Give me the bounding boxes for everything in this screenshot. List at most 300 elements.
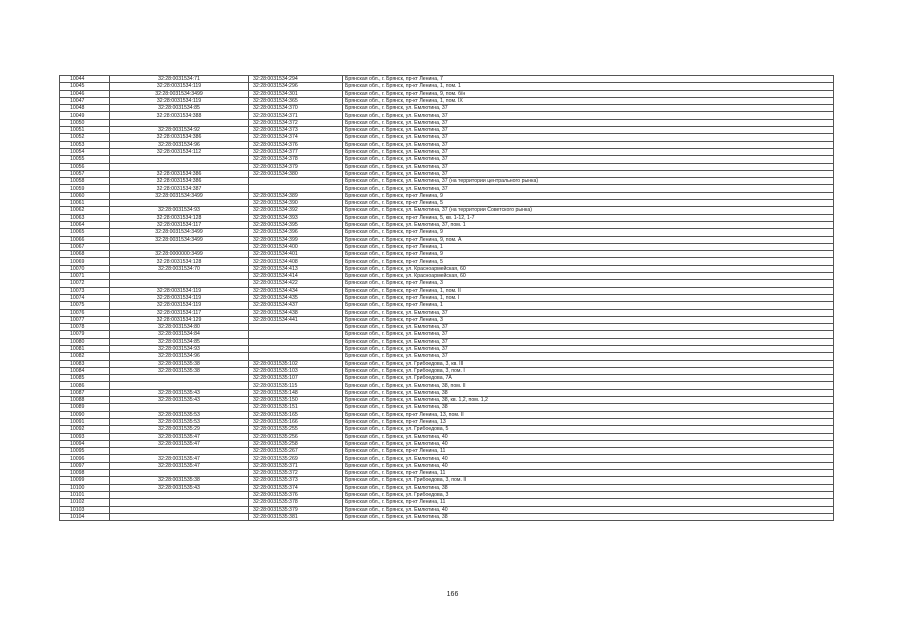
parcel-number-cell: 32:28:0031535:43 xyxy=(110,484,249,491)
row-number-cell: 10080 xyxy=(60,338,110,345)
row-number-cell: 10075 xyxy=(60,302,110,309)
row-number-cell: 10070 xyxy=(60,265,110,272)
address-cell: Брянская обл., г. Брянск, ул. Емлютина, 37 xyxy=(343,338,834,345)
object-number-cell: 32:28:0031534:371 xyxy=(249,112,343,119)
parcel-number-cell xyxy=(110,375,249,382)
address-cell: Брянская обл., г. Брянск, ул. Емлютина, 37 xyxy=(343,324,834,331)
table-row xyxy=(60,221,834,228)
parcel-number-cell: 32:28:0031534:128 xyxy=(110,214,249,221)
table-row xyxy=(60,353,834,360)
object-number-cell: 32:28:0031534:434 xyxy=(249,287,343,294)
table-row xyxy=(60,287,834,294)
table-row xyxy=(60,324,834,331)
table-row xyxy=(60,484,834,491)
parcel-number-cell: 32:28:0031535:53 xyxy=(110,418,249,425)
parcel-number-cell: 32:28:0031534:386 xyxy=(110,178,249,185)
address-cell: Брянская обл., г. Брянск, ул. Грибоедова, 3, кв. III xyxy=(343,360,834,367)
parcel-number-cell xyxy=(110,119,249,126)
parcel-number-cell: 32:28:0031534:387 xyxy=(110,185,249,192)
table-row xyxy=(60,243,834,250)
object-number-cell: 32:28:0031534:441 xyxy=(249,316,343,323)
address-cell: Брянская обл., г. Брянск, ул. Грибоедова, 3 xyxy=(343,491,834,498)
row-number-cell: 10086 xyxy=(60,382,110,389)
object-number-cell: 32:28:0031535:255 xyxy=(249,426,343,433)
parcel-number-cell: 32:28:0031535:38 xyxy=(110,477,249,484)
address-cell: Брянская обл., г. Брянск, ул. Емлютина, 38 xyxy=(343,484,834,491)
object-number-cell xyxy=(249,353,343,360)
row-number-cell: 10085 xyxy=(60,375,110,382)
parcel-number-cell xyxy=(110,243,249,250)
row-number-cell: 10062 xyxy=(60,207,110,214)
address-cell: Брянская обл., г. Брянск, ул. Емлютина, 37, пом. 1 xyxy=(343,221,834,228)
address-cell: Брянская обл., г. Брянск, ул. Емлютина, 37 xyxy=(343,148,834,155)
table-row xyxy=(60,76,834,83)
table-row xyxy=(60,302,834,309)
address-cell: Брянская обл., г. Брянск, ул. Емлютина, 37 xyxy=(343,345,834,352)
parcel-number-cell xyxy=(110,382,249,389)
parcel-number-cell: 32:28:0031535:38 xyxy=(110,367,249,374)
table-row xyxy=(60,367,834,374)
parcel-number-cell: 32:28:0031534:3499 xyxy=(110,229,249,236)
object-number-cell: 32:28:0031534:296 xyxy=(249,83,343,90)
object-number-cell: 32:28:0031534:389 xyxy=(249,192,343,199)
parcel-number-cell: 32:28:0031534:92 xyxy=(110,127,249,134)
table-row xyxy=(60,127,834,134)
object-number-cell: 32:28:0031534:374 xyxy=(249,134,343,141)
parcel-number-cell: 32:28:0031534:96 xyxy=(110,141,249,148)
address-cell: Брянская обл., г. Брянск, пр-кт Ленина, 1, пом. 1 xyxy=(343,83,834,90)
parcel-number-cell: 32:28:0031534:93 xyxy=(110,207,249,214)
row-number-cell: 10057 xyxy=(60,170,110,177)
parcel-number-cell xyxy=(110,470,249,477)
object-number-cell: 32:28:0031535:165 xyxy=(249,411,343,418)
row-number-cell: 10047 xyxy=(60,97,110,104)
address-cell: Брянская обл., г. Брянск, пр-кт Ленина, 1 xyxy=(343,302,834,309)
object-number-cell: 32:28:0031535:166 xyxy=(249,418,343,425)
table-row xyxy=(60,345,834,352)
parcel-number-cell xyxy=(110,491,249,498)
object-number-cell: 32:28:0031535:376 xyxy=(249,491,343,498)
address-cell: Брянская обл., г. Брянск, пр-кт Ленина, 1, пом. II xyxy=(343,287,834,294)
parcel-number-cell xyxy=(110,513,249,520)
object-number-cell xyxy=(249,185,343,192)
parcel-number-cell: 32:28:0031534:93 xyxy=(110,345,249,352)
table-row xyxy=(60,294,834,301)
parcel-number-cell: 32:28:0031534:117 xyxy=(110,309,249,316)
row-number-cell: 10081 xyxy=(60,345,110,352)
parcel-number-cell: 32:28:0031534:85 xyxy=(110,105,249,112)
table-row xyxy=(60,418,834,425)
address-cell: Брянская обл., г. Брянск, пр-кт Ленина, 9, пом. б/н xyxy=(343,90,834,97)
registry-table-container xyxy=(59,75,834,521)
address-cell: Брянская обл., г. Брянск, ул. Грибоедова, 5 xyxy=(343,426,834,433)
object-number-cell: 32:28:0031534:438 xyxy=(249,309,343,316)
table-row xyxy=(60,134,834,141)
table-row xyxy=(60,397,834,404)
address-cell: Брянская обл., г. Брянск, ул. Емлютина, 37 xyxy=(343,112,834,119)
object-number-cell xyxy=(249,324,343,331)
table-row xyxy=(60,258,834,265)
row-number-cell: 10065 xyxy=(60,229,110,236)
parcel-number-cell: 32:28:0031534:119 xyxy=(110,287,249,294)
table-row xyxy=(60,207,834,214)
table-row xyxy=(60,105,834,112)
parcel-number-cell: 32:28:0031534:119 xyxy=(110,97,249,104)
table-row xyxy=(60,331,834,338)
row-number-cell: 10093 xyxy=(60,433,110,440)
address-cell: Брянская обл., г. Брянск, пр-кт Ленина, 11 xyxy=(343,448,834,455)
address-cell: Брянская обл., г. Брянск, пр-кт Ленина, 1, пом. IX xyxy=(343,97,834,104)
row-number-cell: 10045 xyxy=(60,83,110,90)
table-row xyxy=(60,455,834,462)
row-number-cell: 10084 xyxy=(60,367,110,374)
address-cell: Брянская обл., г. Брянск, ул. Емлютина, 38, пом. II xyxy=(343,382,834,389)
page-number: 166 xyxy=(446,591,459,598)
object-number-cell: 32:28:0031534:408 xyxy=(249,258,343,265)
table-row xyxy=(60,148,834,155)
row-number-cell: 10044 xyxy=(60,76,110,83)
table-row xyxy=(60,382,834,389)
address-cell: Брянская обл., г. Брянск, ул. Емлютина, 37 xyxy=(343,353,834,360)
parcel-number-cell xyxy=(110,499,249,506)
object-number-cell xyxy=(249,331,343,338)
table-row xyxy=(60,440,834,447)
object-number-cell: 32:28:0031535:151 xyxy=(249,404,343,411)
object-number-cell: 32:28:0031535:148 xyxy=(249,389,343,396)
row-number-cell: 10064 xyxy=(60,221,110,228)
row-number-cell: 10098 xyxy=(60,470,110,477)
table-row xyxy=(60,214,834,221)
row-number-cell: 10059 xyxy=(60,185,110,192)
object-number-cell: 32:28:0031534:395 xyxy=(249,221,343,228)
table-row xyxy=(60,265,834,272)
object-number-cell: 32:28:0031534:401 xyxy=(249,251,343,258)
address-cell: Брянская обл., г. Брянск, ул. Емлютина, 40 xyxy=(343,433,834,440)
parcel-number-cell xyxy=(110,448,249,455)
parcel-number-cell: 32:28:0031535:47 xyxy=(110,462,249,469)
registry-table xyxy=(59,75,834,521)
row-number-cell: 10051 xyxy=(60,127,110,134)
parcel-number-cell: 32:28:0031535:43 xyxy=(110,397,249,404)
object-number-cell: 32:28:0031535:374 xyxy=(249,484,343,491)
row-number-cell: 10054 xyxy=(60,148,110,155)
object-number-cell: 32:28:0031534:435 xyxy=(249,294,343,301)
address-cell: Брянская обл., г. Брянск, ул. Грибоедова, 7А xyxy=(343,375,834,382)
row-number-cell: 10066 xyxy=(60,236,110,243)
table-row xyxy=(60,506,834,513)
object-number-cell xyxy=(249,178,343,185)
table-row xyxy=(60,112,834,119)
table-row xyxy=(60,236,834,243)
table-row xyxy=(60,200,834,207)
row-number-cell: 10078 xyxy=(60,324,110,331)
object-number-cell: 32:28:0031535:372 xyxy=(249,470,343,477)
table-row xyxy=(60,316,834,323)
row-number-cell: 10071 xyxy=(60,273,110,280)
table-row xyxy=(60,389,834,396)
row-number-cell: 10076 xyxy=(60,309,110,316)
address-cell: Брянская обл., г. Брянск, пр-кт Ленина, 3 xyxy=(343,280,834,287)
object-number-cell: 32:28:0031535:371 xyxy=(249,462,343,469)
table-row xyxy=(60,141,834,148)
address-cell: Брянская обл., г. Брянск, ул. Грибоедова, 3, пом. II xyxy=(343,477,834,484)
parcel-number-cell: 32:28:0031535:38 xyxy=(110,360,249,367)
table-row xyxy=(60,309,834,316)
object-number-cell: 32:28:0031534:393 xyxy=(249,214,343,221)
parcel-number-cell: 32:28:0031534:128 xyxy=(110,258,249,265)
row-number-cell: 10069 xyxy=(60,258,110,265)
table-row xyxy=(60,462,834,469)
address-cell: Брянская обл., г. Брянск, ул. Емлютина, 37 xyxy=(343,185,834,192)
object-number-cell: 32:28:0031535:115 xyxy=(249,382,343,389)
object-number-cell: 32:28:0031534:414 xyxy=(249,273,343,280)
table-row xyxy=(60,178,834,185)
address-cell: Брянская обл., г. Брянск, пр-кт Ленина, 5 xyxy=(343,200,834,207)
table-row xyxy=(60,375,834,382)
parcel-number-cell: 32:28:0031534:119 xyxy=(110,302,249,309)
object-number-cell: 32:28:0031535:379 xyxy=(249,506,343,513)
address-cell: Брянская обл., г. Брянск, пр-кт Ленина, 11 xyxy=(343,499,834,506)
table-row xyxy=(60,513,834,520)
parcel-number-cell: 32:28:0031534:84 xyxy=(110,331,249,338)
object-number-cell: 32:28:0031535:258 xyxy=(249,440,343,447)
address-cell: Брянская обл., г. Брянск, ул. Емлютина, 40 xyxy=(343,506,834,513)
address-cell: Брянская обл., г. Брянск, ул. Емлютина, 37 xyxy=(343,119,834,126)
row-number-cell: 10094 xyxy=(60,440,110,447)
table-row xyxy=(60,426,834,433)
parcel-number-cell: 32:28:0031535:47 xyxy=(110,433,249,440)
parcel-number-cell: 32:28:0031534:3499 xyxy=(110,192,249,199)
address-cell: Брянская обл., г. Брянск, ул. Емлютина, 37 xyxy=(343,127,834,134)
row-number-cell: 10090 xyxy=(60,411,110,418)
address-cell: Брянская обл., г. Брянск, ул. Емлютина, 37 xyxy=(343,163,834,170)
address-cell: Брянская обл., г. Брянск, ул. Емлютина, 38 xyxy=(343,404,834,411)
parcel-number-cell: 32:28:0031534:117 xyxy=(110,221,249,228)
table-row xyxy=(60,470,834,477)
object-number-cell: 32:28:0031535:102 xyxy=(249,360,343,367)
parcel-number-cell: 32:28:0031535:53 xyxy=(110,411,249,418)
table-row xyxy=(60,411,834,418)
row-number-cell: 10092 xyxy=(60,426,110,433)
object-number-cell: 32:28:0031534:390 xyxy=(249,200,343,207)
row-number-cell: 10087 xyxy=(60,389,110,396)
row-number-cell: 10104 xyxy=(60,513,110,520)
row-number-cell: 10046 xyxy=(60,90,110,97)
object-number-cell: 32:28:0031534:379 xyxy=(249,163,343,170)
parcel-number-cell xyxy=(110,163,249,170)
object-number-cell: 32:28:0031534:422 xyxy=(249,280,343,287)
address-cell: Брянская обл., г. Брянск, ул. Емлютина, 38, кв. 1,2, пом. 1,2 xyxy=(343,397,834,404)
row-number-cell: 10060 xyxy=(60,192,110,199)
parcel-number-cell xyxy=(110,273,249,280)
object-number-cell: 32:28:0031534:396 xyxy=(249,229,343,236)
row-number-cell: 10089 xyxy=(60,404,110,411)
address-cell: Брянская обл., г. Брянск, ул. Емлютина, 37 (на территории Советского рынка) xyxy=(343,207,834,214)
object-number-cell: 32:28:0031534:301 xyxy=(249,90,343,97)
parcel-number-cell xyxy=(110,404,249,411)
object-number-cell: 32:28:0031535:267 xyxy=(249,448,343,455)
parcel-number-cell: 32:28:0031534:96 xyxy=(110,353,249,360)
object-number-cell: 32:28:0031534:399 xyxy=(249,236,343,243)
object-number-cell: 32:28:0031534:377 xyxy=(249,148,343,155)
address-cell: Брянская обл., г. Брянск, пр-кт Ленина, 9 xyxy=(343,251,834,258)
table-row xyxy=(60,477,834,484)
parcel-number-cell: 32:28:0031535:47 xyxy=(110,440,249,447)
address-cell: Брянская обл., г. Брянск, ул. Емлютина, 37 xyxy=(343,141,834,148)
table-row xyxy=(60,156,834,163)
row-number-cell: 10095 xyxy=(60,448,110,455)
parcel-number-cell xyxy=(110,280,249,287)
address-cell: Брянская обл., г. Брянск, ул. Емлютина, 37 xyxy=(343,105,834,112)
object-number-cell: 32:28:0031534:365 xyxy=(249,97,343,104)
registry-table-body xyxy=(60,76,834,521)
row-number-cell: 10101 xyxy=(60,491,110,498)
object-number-cell: 32:28:0031534:437 xyxy=(249,302,343,309)
row-number-cell: 10079 xyxy=(60,331,110,338)
object-number-cell: 32:28:0031534:380 xyxy=(249,170,343,177)
address-cell: Брянская обл., г. Брянск, пр-кт Ленина, 3 xyxy=(343,316,834,323)
object-number-cell xyxy=(249,345,343,352)
address-cell: Брянская обл., г. Брянск, ул. Емлютина, 37 xyxy=(343,156,834,163)
row-number-cell: 10067 xyxy=(60,243,110,250)
object-number-cell: 32:28:0031535:378 xyxy=(249,499,343,506)
address-cell: Брянская обл., г. Брянск, ул. Емлютина, 37 xyxy=(343,331,834,338)
address-cell: Брянская обл., г. Брянск, пр-кт Ленина, 1 xyxy=(343,243,834,250)
row-number-cell: 10077 xyxy=(60,316,110,323)
address-cell: Брянская обл., г. Брянск, пр-кт Ленина, 7 xyxy=(343,76,834,83)
object-number-cell: 32:28:0031534:413 xyxy=(249,265,343,272)
address-cell: Брянская обл., г. Брянск, ул. Емлютина, 37 (на территории центрального рынка) xyxy=(343,178,834,185)
object-number-cell: 32:28:0031534:372 xyxy=(249,119,343,126)
address-cell: Брянская обл., г. Брянск, ул. Грибоедова, 3, пом. I xyxy=(343,367,834,374)
table-row xyxy=(60,448,834,455)
address-cell: Брянская обл., г. Брянск, ул. Емлютина, 40 xyxy=(343,440,834,447)
address-cell: Брянская обл., г. Брянск, пр-кт Ленина, 1, пом. I xyxy=(343,294,834,301)
object-number-cell: 32:28:0031534:370 xyxy=(249,105,343,112)
table-row xyxy=(60,185,834,192)
address-cell: Брянская обл., г. Брянск, ул. Емлютина, 38 xyxy=(343,513,834,520)
row-number-cell: 10061 xyxy=(60,200,110,207)
object-number-cell xyxy=(249,338,343,345)
address-cell: Брянская обл., г. Брянск, ул. Емлютина, 37 xyxy=(343,134,834,141)
address-cell: Брянская обл., г. Брянск, пр-кт Ленина, 5 xyxy=(343,258,834,265)
object-number-cell: 32:28:0031535:269 xyxy=(249,455,343,462)
parcel-number-cell: 32:28:0031535:29 xyxy=(110,426,249,433)
parcel-number-cell: 32:28:0031534:386 xyxy=(110,170,249,177)
table-row xyxy=(60,119,834,126)
object-number-cell: 32:28:0031534:392 xyxy=(249,207,343,214)
row-number-cell: 10088 xyxy=(60,397,110,404)
row-number-cell: 10074 xyxy=(60,294,110,301)
object-number-cell: 32:28:0031534:378 xyxy=(249,156,343,163)
parcel-number-cell: 32:28:0031534:3499 xyxy=(110,90,249,97)
row-number-cell: 10055 xyxy=(60,156,110,163)
table-row xyxy=(60,280,834,287)
row-number-cell: 10072 xyxy=(60,280,110,287)
object-number-cell: 32:28:0031534:376 xyxy=(249,141,343,148)
parcel-number-cell: 32:28:0031535:43 xyxy=(110,389,249,396)
table-row xyxy=(60,433,834,440)
parcel-number-cell: 32:28:0031534:119 xyxy=(110,83,249,90)
parcel-number-cell: 32:28:0031534:388 xyxy=(110,112,249,119)
row-number-cell: 10049 xyxy=(60,112,110,119)
table-row xyxy=(60,338,834,345)
parcel-number-cell: 32:28:0000000:3499 xyxy=(110,251,249,258)
row-number-cell: 10091 xyxy=(60,418,110,425)
row-number-cell: 10103 xyxy=(60,506,110,513)
table-row xyxy=(60,163,834,170)
parcel-number-cell: 32:28:0031534:71 xyxy=(110,76,249,83)
parcel-number-cell: 32:28:0031534:3499 xyxy=(110,236,249,243)
row-number-cell: 10068 xyxy=(60,251,110,258)
table-row xyxy=(60,491,834,498)
object-number-cell: 32:28:0031534:373 xyxy=(249,127,343,134)
address-cell: Брянская обл., г. Брянск, ул. Емлютина, 38 xyxy=(343,389,834,396)
row-number-cell: 10082 xyxy=(60,353,110,360)
parcel-number-cell: 32:28:0031534:70 xyxy=(110,265,249,272)
object-number-cell: 32:28:0031535:103 xyxy=(249,367,343,374)
row-number-cell: 10053 xyxy=(60,141,110,148)
table-row xyxy=(60,83,834,90)
object-number-cell: 32:28:0031534:400 xyxy=(249,243,343,250)
address-cell: Брянская обл., г. Брянск, пр-кт Ленина, 9 xyxy=(343,229,834,236)
parcel-number-cell xyxy=(110,156,249,163)
parcel-number-cell: 32:28:0031534:85 xyxy=(110,338,249,345)
object-number-cell: 32:28:0031535:256 xyxy=(249,433,343,440)
row-number-cell: 10100 xyxy=(60,484,110,491)
parcel-number-cell xyxy=(110,506,249,513)
object-number-cell: 32:28:0031535:107 xyxy=(249,375,343,382)
row-number-cell: 10073 xyxy=(60,287,110,294)
row-number-cell: 10058 xyxy=(60,178,110,185)
table-row xyxy=(60,360,834,367)
address-cell: Брянская обл., г. Брянск, пр-кт Ленина, 5, кв. 1-12, 1-7 xyxy=(343,214,834,221)
row-number-cell: 10048 xyxy=(60,105,110,112)
table-row xyxy=(60,229,834,236)
address-cell: Брянская обл., г. Брянск, ул. Красноармейская, 60 xyxy=(343,273,834,280)
row-number-cell: 10096 xyxy=(60,455,110,462)
address-cell: Брянская обл., г. Брянск, пр-кт Ленина, 9 xyxy=(343,192,834,199)
object-number-cell: 32:28:0031534:294 xyxy=(249,76,343,83)
row-number-cell: 10052 xyxy=(60,134,110,141)
address-cell: Брянская обл., г. Брянск, ул. Емлютина, 37 xyxy=(343,170,834,177)
table-row xyxy=(60,251,834,258)
parcel-number-cell: 32:28:0031534:386 xyxy=(110,134,249,141)
object-number-cell: 32:28:0031535:373 xyxy=(249,477,343,484)
table-row xyxy=(60,404,834,411)
address-cell: Брянская обл., г. Брянск, ул. Емлютина, 40 xyxy=(343,455,834,462)
row-number-cell: 10102 xyxy=(60,499,110,506)
table-row xyxy=(60,97,834,104)
parcel-number-cell xyxy=(110,200,249,207)
object-number-cell: 32:28:0031535:150 xyxy=(249,397,343,404)
table-row xyxy=(60,499,834,506)
table-row xyxy=(60,90,834,97)
object-number-cell: 32:28:0031535:381 xyxy=(249,513,343,520)
address-cell: Брянская обл., г. Брянск, ул. Емлютина, 40 xyxy=(343,462,834,469)
table-row xyxy=(60,273,834,280)
row-number-cell: 10099 xyxy=(60,477,110,484)
address-cell: Брянская обл., г. Брянск, пр-кт Ленина, 13, пом. II xyxy=(343,411,834,418)
parcel-number-cell: 32:28:0031534:80 xyxy=(110,324,249,331)
table-row xyxy=(60,170,834,177)
address-cell: Брянская обл., г. Брянск, пр-кт Ленина, 13 xyxy=(343,418,834,425)
row-number-cell: 10083 xyxy=(60,360,110,367)
row-number-cell: 10056 xyxy=(60,163,110,170)
parcel-number-cell: 32:28:0031534:119 xyxy=(110,294,249,301)
parcel-number-cell: 32:28:0031534:112 xyxy=(110,148,249,155)
row-number-cell: 10050 xyxy=(60,119,110,126)
